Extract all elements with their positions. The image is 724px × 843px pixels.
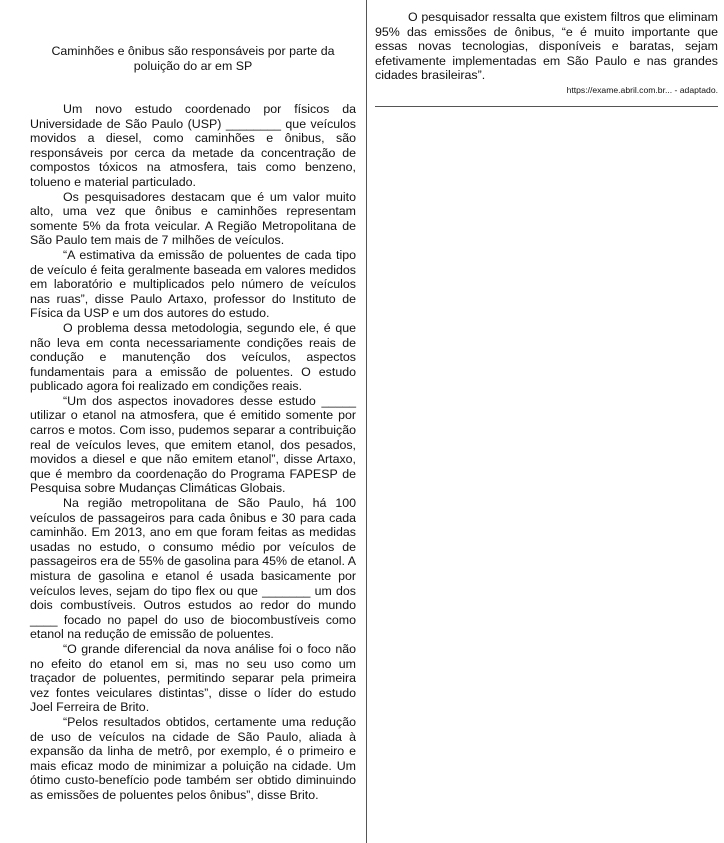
paragraph-1: Um novo estudo coordenado por físicos da Universidade de São Paulo (USP) ________ que veículos movidos a diesel, como caminhões e ônibus, são responsáveis por cerca da metade da concentração de compostos tóxicos na atmosfera, tais como benzeno, tolueno e material particulado. — [30, 102, 356, 189]
paragraph-3: “A estimativa da emissão de poluentes de cada tipo de veículo é feita geralmente baseada em valores medidos em laboratório e multiplicados pelo número de veículos nas ruas”, disse Paulo Artaxo, professor do Instituto de Física da USP e um dos autores do estudo. — [30, 247, 356, 321]
left-column — [30, 0, 356, 843]
paragraph-7: “O grande diferencial da nova análise foi o foco não no efeito do etanol em si, mas no seu uso como um traçador de poluentes, permitindo separar pela primeira vez fontes veiculares distintas”, disse o líder do estudo Joel Ferreira de Brito. — [30, 641, 356, 715]
paragraph-4: O problema dessa metodologia, segundo ele, é que não leva em conta necessariamente condições reais de condução e manutenção dos veículos, aspectos fundamentais para a emissão de poluentes. O estudo publicado agora foi realizado em condições reais. — [30, 320, 356, 394]
paragraph-8: “Pelos resultados obtidos, certamente uma redução de uso de veículos na cidade de São Paulo, aliada à expansão da linha de metrô, por exemplo, é o primeiro e mais eficaz modo de minimizar a poluição na cidade. Um ótimo custo-benefício pode também ser obtido diminuindo as emissões de poluentes pelos ônibus”, disse Brito. — [30, 714, 356, 802]
paragraph-6: Na região metropolitana de São Paulo, há 100 veículos de passageiros para cada ônibus e 30 para cada caminhão. Em 2013, ano em que foram feitas as medidas usadas no estudo, o consumo médio por veículos de passageiros era de 55% de gasolina para 45% de etanol. A mistura de gasolina e etanol é usada basicamente por veículos leves, sejam do tipo flex ou que _______ um dos dois combustíveis. Outros estudos ao redor do mundo ____ focado no papel do uso de biocombustíveis como etanol na redução de emissão de poluentes. — [30, 496, 356, 642]
paragraph-5: “Um dos aspectos inovadores desse estudo _____ utilizar o etanol na atmosfera, que é emitido somente por carros e motos. Com isso, pudemos separar a contribuição real de veículos leves, que emitem etanol, dos pesados, movidos a diesel e que não emitem etanol”, disse Artaxo, que é membro da coordenação do Programa FAPESP de Pesquisa sobre Mudanças Climáticas Globais. — [30, 393, 356, 496]
source-citation: https://exame.abril.com.br... - adaptado. — [566, 84, 718, 95]
column-divider — [366, 0, 367, 843]
end-rule — [375, 106, 718, 107]
paragraph-9: O pesquisador ressalta que existem filtros que eliminam 95% das emissões de ônibus, “e é muito importante que essas novas tecnologias, disponíveis e baratas, sejam efetivamente implementadas em São Paulo e nas grandes cidades brasileiras”. — [375, 10, 718, 83]
right-column — [375, 0, 718, 107]
paragraph-2: Os pesquisadores destacam que é um valor muito alto, uma vez que ônibus e caminhões representam somente 5% da frota veicular. A Região Metropolitana de São Paulo tem mais de 7 milhões de veículos. — [30, 189, 356, 248]
article-title: Caminhões e ônibus são responsáveis por parte da poluição do ar em SP — [51, 44, 335, 73]
